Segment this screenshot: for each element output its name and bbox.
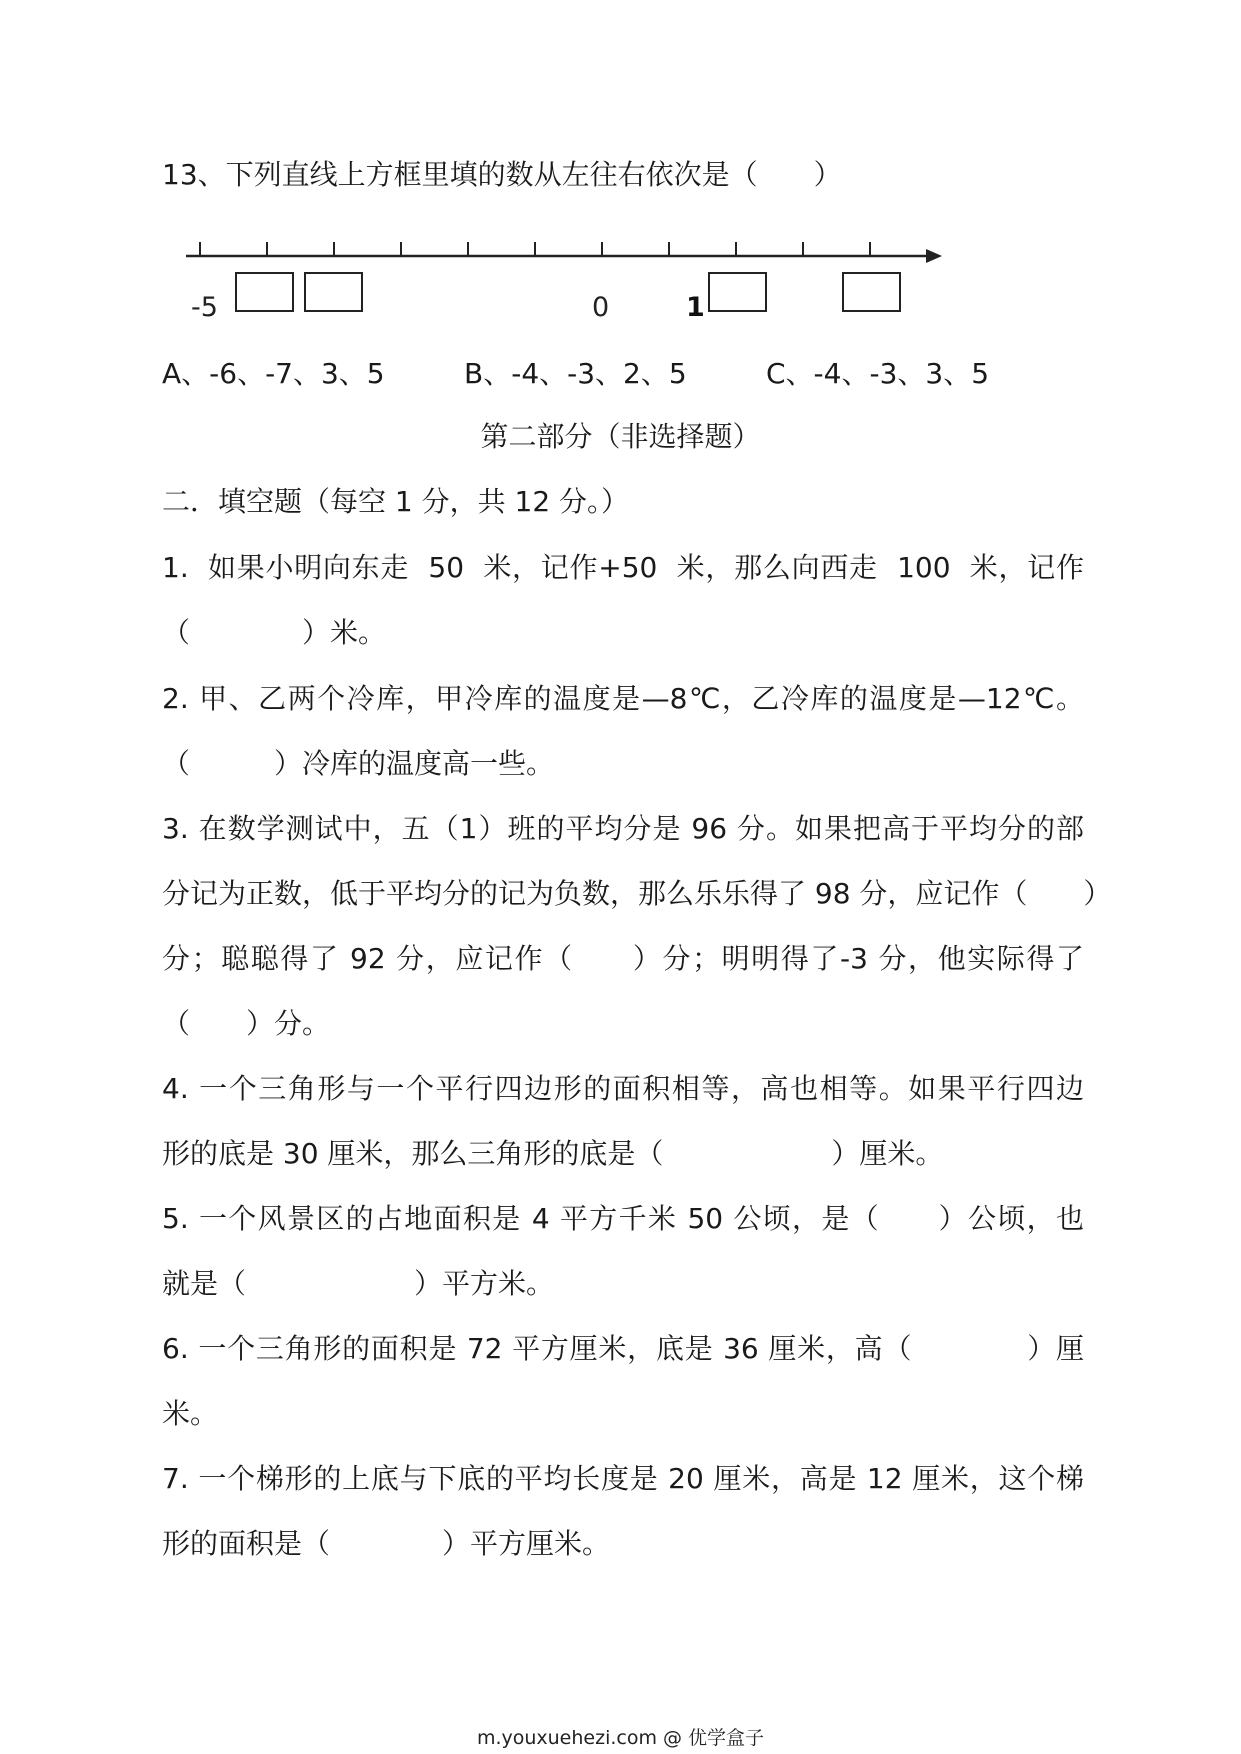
- question-1-line-1: 1. 如果小明向东走 50 米，记作+50 米，那么向西走 100 米，记作: [162, 551, 1084, 584]
- question-3-line-1: 3. 在数学测试中，五（1）班的平均分是 96 分。如果把高于平均分的部: [162, 812, 1084, 845]
- question-4-line-1: 4. 一个三角形与一个平行四边形的面积相等，高也相等。如果平行四边: [162, 1072, 1084, 1105]
- answer-boxes: [236, 273, 900, 311]
- answer-box-1: [236, 273, 293, 311]
- question-2-line-2: （ ）冷库的温度高一些。: [162, 747, 555, 780]
- option-b: B、-4、-3、2、5: [464, 357, 687, 390]
- question-6-line-2: 米。: [162, 1397, 219, 1430]
- tick-marks: [200, 242, 870, 256]
- answer-box-3: [709, 273, 766, 311]
- part-two-title: 第二部分（非选择题）: [480, 420, 761, 453]
- question-1-line-2: （ ）米。: [162, 616, 387, 649]
- question-2-line-1: 2. 甲、乙两个冷库，甲冷库的温度是—8℃，乙冷库的温度是—12℃。: [162, 682, 1084, 715]
- arrow-head: [926, 249, 942, 263]
- question-5-line-2: 就是（ ）平方米。: [162, 1267, 555, 1300]
- question-3-line-2: 分记为正数，低于平均分的记为负数，那么乐乐得了 98 分，应记作（ ）: [162, 877, 1112, 910]
- option-a: A、-6、-7、3、5: [162, 357, 385, 390]
- number-line: [0, 0, 1241, 340]
- answer-box-4: [843, 273, 900, 311]
- option-c: C、-4、-3、3、5: [766, 357, 990, 390]
- q13-stem: 13、下列直线上方框里填的数从左往右依次是（ ）: [162, 158, 842, 191]
- label-one: 1: [686, 292, 705, 323]
- question-7-line-1: 7. 一个梯形的上底与下底的平均长度是 20 厘米，高是 12 厘米，这个梯: [162, 1462, 1084, 1495]
- question-3-line-3: 分；聪聪得了 92 分，应记作（ ）分；明明得了-3 分，他实际得了: [162, 942, 1084, 975]
- question-5-line-1: 5. 一个风景区的占地面积是 4 平方千米 50 公顷，是（ ）公顷，也: [162, 1202, 1084, 1235]
- answer-box-2: [305, 273, 362, 311]
- number-line-axis: [186, 249, 942, 263]
- footer-watermark: m.youxuehezi.com @ 优学盒子: [476, 1727, 765, 1749]
- section-heading: 二．填空题（每空 1 分，共 12 分。）: [162, 485, 630, 518]
- label-minus-five: -5: [191, 292, 218, 323]
- question-7-line-2: 形的面积是（ ）平方厘米。: [162, 1527, 611, 1560]
- question-4-line-2: 形的底是 30 厘米，那么三角形的底是（ ）厘米。: [162, 1137, 944, 1170]
- question-6-line-1: 6. 一个三角形的面积是 72 平方厘米，底是 36 厘米，高（ ）厘: [162, 1332, 1084, 1365]
- question-3-line-4: （ ）分。: [162, 1007, 331, 1040]
- label-zero: 0: [592, 292, 610, 323]
